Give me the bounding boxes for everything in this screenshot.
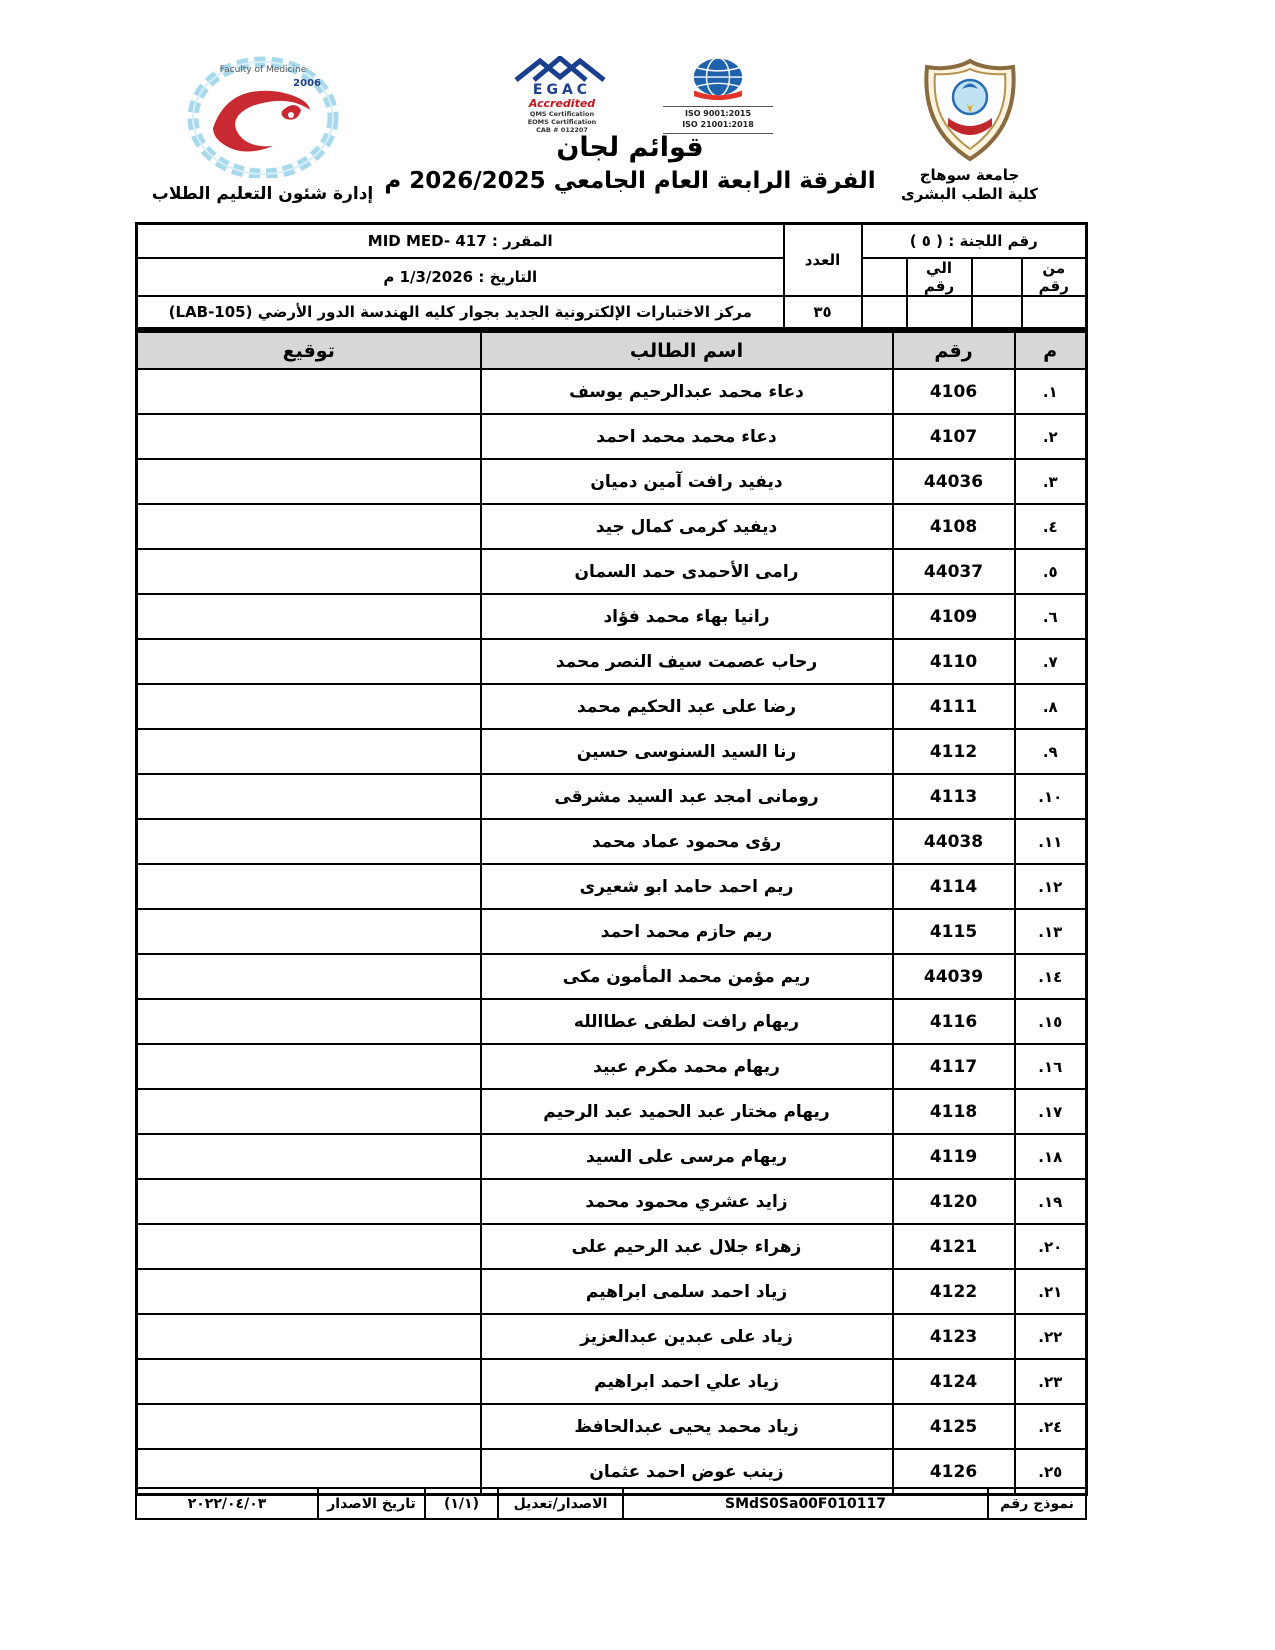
student-name: رحاب عصمت سيف النصر محمد <box>481 639 893 684</box>
egac-accreditation-logo <box>487 56 637 134</box>
row-number: ٧. <box>1015 639 1087 684</box>
row-number: ١٦. <box>1015 1044 1087 1089</box>
from-number-value <box>972 258 1022 296</box>
signature-cell <box>137 864 481 909</box>
signature-cell <box>137 1359 481 1404</box>
table-row <box>137 1044 1087 1089</box>
document-footer <box>135 1487 1087 1520</box>
empty-cell <box>862 296 907 329</box>
faculty-name: كلية الطب البشرى <box>900 184 1038 203</box>
egac-line-3: CAB # 012207 <box>536 125 588 134</box>
row-number: ١٨. <box>1015 1134 1087 1179</box>
signature-cell <box>137 774 481 819</box>
document-subtitle: الفرقة الرابعة العام الجامعي 2026/2025 م <box>384 168 876 194</box>
table-row <box>137 729 1087 774</box>
student-id: 4115 <box>893 909 1015 954</box>
aja-iso-text <box>663 106 773 134</box>
row-number: ٨. <box>1015 684 1087 729</box>
student-name: ديفيد رافت آمين دميان <box>481 459 893 504</box>
row-number: ٢٤. <box>1015 1404 1087 1449</box>
student-id: 4108 <box>893 504 1015 549</box>
row-number: ٥. <box>1015 549 1087 594</box>
column-header-id: رقم <box>893 332 1015 370</box>
column-header-name: اسم الطالب <box>481 332 893 370</box>
row-number: ٩. <box>1015 729 1087 774</box>
student-id: 4124 <box>893 1359 1015 1404</box>
student-id: 4109 <box>893 594 1015 639</box>
aja-iso-1: ISO 9001:2015 <box>684 109 752 118</box>
faculty-of-medicine-logo <box>183 56 343 178</box>
count-value: ٣٥ <box>784 296 862 329</box>
table-row <box>137 1314 1087 1359</box>
table-row <box>137 1404 1087 1449</box>
row-number: ١٤. <box>1015 954 1087 999</box>
egac-line-1: QMS Certification <box>529 110 595 118</box>
table-row <box>137 549 1087 594</box>
signature-cell <box>137 1404 481 1449</box>
student-id: 44036 <box>893 459 1015 504</box>
signature-cell <box>137 369 481 414</box>
signature-cell <box>137 729 481 774</box>
table-row <box>137 369 1087 414</box>
student-name: ريم مؤمن محمد المأمون مكى <box>481 954 893 999</box>
signature-cell <box>137 999 481 1044</box>
student-name: رومانى امجد عبد السيد مشرقى <box>481 774 893 819</box>
student-name: دعاء محمد محمد احمد <box>481 414 893 459</box>
to-number-value <box>862 258 907 296</box>
row-number: ١٢. <box>1015 864 1087 909</box>
student-id: 44039 <box>893 954 1015 999</box>
student-name: رنا السيد السنوسى حسين <box>481 729 893 774</box>
student-id: 4118 <box>893 1089 1015 1134</box>
document-title: قوائم لجان <box>556 132 704 163</box>
table-row <box>137 1359 1087 1404</box>
row-number: ٢. <box>1015 414 1087 459</box>
signature-cell <box>137 459 481 504</box>
to-number-label: الي رقم <box>907 258 972 296</box>
title-block <box>375 56 885 194</box>
student-id: 4111 <box>893 684 1015 729</box>
table-row <box>137 414 1087 459</box>
student-name: دعاء محمد عبدالرحيم يوسف <box>481 369 893 414</box>
signature-cell <box>137 954 481 999</box>
table-row <box>137 909 1087 954</box>
table-row <box>137 864 1087 909</box>
student-name: زينب عوض احمد عثمان <box>481 1449 893 1495</box>
signature-cell <box>137 909 481 954</box>
student-id: 44038 <box>893 819 1015 864</box>
sohag-university-logo <box>920 58 1020 162</box>
table-row <box>137 504 1087 549</box>
student-name: ريم احمد حامد ابو شعيرى <box>481 864 893 909</box>
footer-row <box>136 1488 1086 1519</box>
student-id: 44037 <box>893 549 1015 594</box>
egac-line-2: EOMS Certification <box>527 117 597 126</box>
certification-logos <box>375 56 885 134</box>
student-name: رامى الأحمدى حمد السمان <box>481 549 893 594</box>
row-number: ٢٠. <box>1015 1224 1087 1269</box>
student-id: 4112 <box>893 729 1015 774</box>
row-number: ١. <box>1015 369 1087 414</box>
student-name: ريم حازم محمد احمد <box>481 909 893 954</box>
row-number: ١٥. <box>1015 999 1087 1044</box>
student-name: زياد على عبدين عبدالعزيز <box>481 1314 893 1359</box>
students-table-body <box>137 369 1087 1495</box>
student-name: زايد عشري محمود محمد <box>481 1179 893 1224</box>
students-table-header-row <box>137 332 1087 370</box>
egac-pyramids-icon <box>502 56 622 82</box>
student-id: 4116 <box>893 999 1015 1044</box>
student-name: رؤى محمود عماد محمد <box>481 819 893 864</box>
department-name: إدارة شئون التعليم الطلاب <box>151 184 374 204</box>
issue-date-label: تاريخ الاصدار <box>318 1488 425 1519</box>
signature-cell <box>137 414 481 459</box>
aja-certification-logo <box>663 56 773 134</box>
university-branding <box>882 58 1057 204</box>
egac-accredited-label: Accredited <box>528 97 596 110</box>
students-table <box>135 330 1088 1496</box>
count-label: العدد <box>784 224 862 297</box>
version-value: (١/١) <box>425 1488 498 1519</box>
column-header-number: م <box>1015 332 1087 370</box>
student-name: ريهام محمد مكرم عبيد <box>481 1044 893 1089</box>
table-row <box>137 639 1087 684</box>
row-number: ٦. <box>1015 594 1087 639</box>
empty-cell <box>972 296 1022 329</box>
form-number-label: نموذج رقم <box>988 1488 1086 1519</box>
student-name: ديفيد كرمى كمال جيد <box>481 504 893 549</box>
signature-cell <box>137 1314 481 1359</box>
row-number: ٢٢. <box>1015 1314 1087 1359</box>
signature-cell <box>137 1134 481 1179</box>
student-id: 4120 <box>893 1179 1015 1224</box>
table-row <box>137 774 1087 819</box>
signature-cell <box>137 594 481 639</box>
aja-globe-icon <box>689 56 747 102</box>
faculty-year-text: 2006 <box>292 78 321 89</box>
student-id: 4117 <box>893 1044 1015 1089</box>
row-number: ٢٣. <box>1015 1359 1087 1404</box>
form-number-value: SMdS0Sa00F010117 <box>623 1488 988 1519</box>
student-name: رضا على عبد الحكيم محمد <box>481 684 893 729</box>
student-name: رانيا بهاء محمد فؤاد <box>481 594 893 639</box>
student-id: 4125 <box>893 1404 1015 1449</box>
info-row-2 <box>137 258 1087 296</box>
student-id: 4114 <box>893 864 1015 909</box>
table-row <box>137 954 1087 999</box>
student-id: 4106 <box>893 369 1015 414</box>
table-row <box>137 1179 1087 1224</box>
aja-iso-2: ISO 21001:2018 <box>682 119 754 129</box>
committee-info-table <box>135 222 1088 330</box>
info-row-1 <box>137 224 1087 259</box>
student-id: 4123 <box>893 1314 1015 1359</box>
exam-date: التاريخ : 1/3/2026 م <box>137 258 784 296</box>
signature-cell <box>137 1224 481 1269</box>
table-row <box>137 684 1087 729</box>
university-name: جامعة سوهاج <box>919 166 1020 184</box>
version-label: الاصدار/تعديل <box>498 1488 623 1519</box>
student-name: ريهام مرسى على السيد <box>481 1134 893 1179</box>
committee-number: رقم اللجنة : ( ٥ ) <box>862 224 1087 259</box>
student-name: ريهام رافت لطفى عطاالله <box>481 999 893 1044</box>
student-id: 4107 <box>893 414 1015 459</box>
empty-cell <box>907 296 972 329</box>
student-name: زياد محمد يحيى عبدالحافظ <box>481 1404 893 1449</box>
row-number: ٤. <box>1015 504 1087 549</box>
signature-cell <box>137 1269 481 1314</box>
table-row <box>137 1089 1087 1134</box>
document-header <box>135 56 1085 221</box>
info-row-3 <box>137 296 1087 329</box>
empty-cell <box>1022 296 1087 329</box>
table-row <box>137 1269 1087 1314</box>
student-id: 4126 <box>893 1449 1015 1495</box>
department-branding <box>145 56 380 204</box>
row-number: ١١. <box>1015 819 1087 864</box>
student-id: 4122 <box>893 1269 1015 1314</box>
egac-name: EGAC <box>532 82 592 98</box>
signature-cell <box>137 1179 481 1224</box>
table-row <box>137 594 1087 639</box>
from-number-label: من رقم <box>1022 258 1087 296</box>
signature-cell <box>137 639 481 684</box>
table-row <box>137 459 1087 504</box>
row-number: ٣. <box>1015 459 1087 504</box>
student-name: زهراء جلال عبد الرحيم على <box>481 1224 893 1269</box>
row-number: ١٧. <box>1015 1089 1087 1134</box>
row-number: ١٠. <box>1015 774 1087 819</box>
signature-cell <box>137 504 481 549</box>
exam-location: مركز الاختبارات الإلكترونية الجديد بجوار كليه الهندسة الدور الأرضي (LAB-105) <box>137 296 784 329</box>
table-row <box>137 1224 1087 1269</box>
signature-cell <box>137 549 481 594</box>
row-number: ٢٥. <box>1015 1449 1087 1495</box>
row-number: ١٩. <box>1015 1179 1087 1224</box>
row-number: ٢١. <box>1015 1269 1087 1314</box>
table-row <box>137 1134 1087 1179</box>
student-name: زياد علي احمد ابراهيم <box>481 1359 893 1404</box>
student-name: ريهام مختار عبد الحميد عبد الرحيم <box>481 1089 893 1134</box>
signature-cell <box>137 1044 481 1089</box>
student-id: 4110 <box>893 639 1015 684</box>
issue-date-value: ٢٠٢٢/٠٤/٠٣ <box>136 1488 318 1519</box>
table-row <box>137 999 1087 1044</box>
column-header-signature: توقيع <box>137 332 481 370</box>
student-id: 4119 <box>893 1134 1015 1179</box>
signature-cell <box>137 1089 481 1134</box>
student-id: 4113 <box>893 774 1015 819</box>
course-field: المقرر : MID MED- 417 <box>137 224 784 259</box>
student-name: زياد احمد سلمى ابراهيم <box>481 1269 893 1314</box>
table-row <box>137 819 1087 864</box>
row-number: ١٣. <box>1015 909 1087 954</box>
faculty-ring-text: Faculty of Medicine <box>219 65 306 75</box>
student-id: 4121 <box>893 1224 1015 1269</box>
signature-cell <box>137 819 481 864</box>
signature-cell <box>137 684 481 729</box>
egac-certification-lines <box>487 111 637 134</box>
